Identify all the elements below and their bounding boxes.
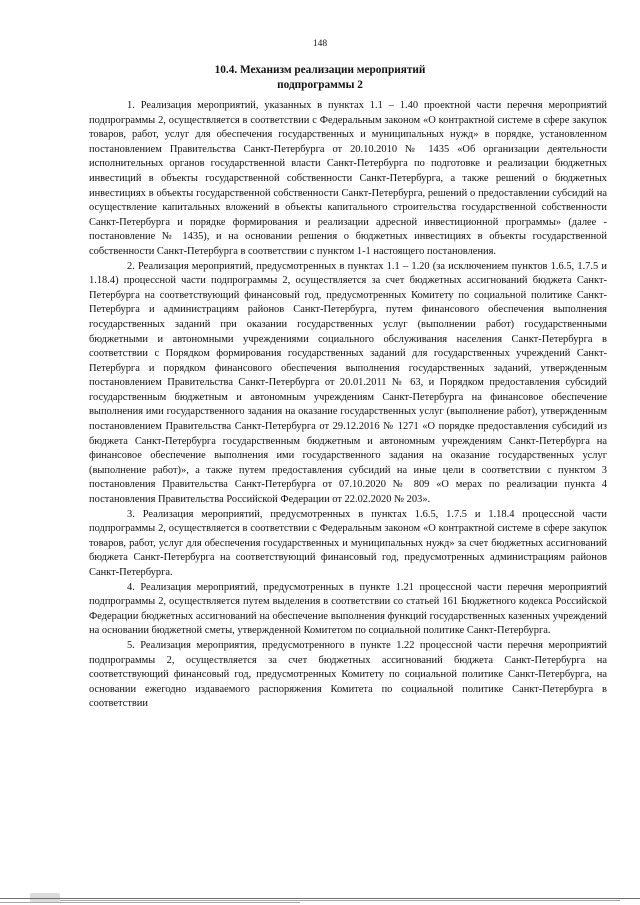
body-text [89, 99, 607, 712]
scan-streak [60, 900, 620, 901]
scan-edge-artifacts [0, 893, 640, 905]
page-number: 148 [312, 39, 328, 49]
section-heading [60, 63, 580, 93]
scan-streak [0, 902, 300, 903]
section-heading-line-2: подпрограммы 2 [277, 79, 363, 91]
scan-streak [0, 898, 640, 899]
section-heading-line-1: 10.4. Механизм реализации мероприятий [214, 64, 426, 76]
paragraph-5: 5. Реализация мероприятия, предусмотренного в пункте 1.22 процессной части перечня мероприятий подпрограммы 2, осуществляется за счет бюджетных ассигнований бюджета Санкт-Петербурга на соответствующий финансовый год, предусмотренных Комитету по социальной политике Санкт-Петербурга, на основании ежегодно издаваемого распоряжения Комитета по социальной политике Санкт-Петербурга в соответствии [89, 639, 607, 710]
paragraph-3: 3. Реализация мероприятий, предусмотренных в пунктах 1.6.5, 1.7.5 и 1.18.4 процессной части подпрограммы 2, осуществляется в соответствии с Федеральным законом «О контрактной системе в сфере закупок товаров, работ, услуг для обеспечения государственных и муниципальных нужд» за счет бюджетных ассигнований бюджета Санкт-Петербурга на соответствующий финансовый год, предусмотренных администрациям районов Санкт-Петербурга. [89, 508, 607, 578]
paragraph-4: 4. Реализация мероприятий, предусмотренных в пункте 1.21 процессной части перечня мероприятий подпрограммы 2, осуществляется путем выделения в соответствии со статьей 161 Бюджетного кодекса Российской Федерации бюджетных ассигнований на обеспечение выполнения функций государственных казенных учреждений на основании бюджетной сметы, утвержденной Комитетом по социальной политике Санкт-Петербурга. [89, 581, 607, 637]
paragraph-1: 1. Реализация мероприятий, указанных в пунктах 1.1 – 1.40 проектной части перечня мероприятий подпрограммы 2, осуществляется в соответствии с Федеральным законом «О контрактной системе в сфере закупок товаров, работ, услуг для обеспечения государственных и муниципальных нужд» в порядке, установленном постановлением Правительства Санкт-Петербурга от 20.10.2010 № 1435 «Об организации деятельности исполнительных органов государственной власти Санкт-Петербурга по подготовке и реализации бюджетных инвестиций в объекты государственной собственности Санкт-Петербурга, а также решений о бюджетных инвестициях в объекты государственной собственности Санкт-Петербурга, решений о предоставлении субсидий на осуществление капитальных вложений в объекты капитального строительства государственной собственности Санкт-Петербурга и порядке формирования и реализации адресной инвестиционной программы» (далее - постановление № 1435), и на основании решения о бюджетных инвестициях в объекты государственной собственности Санкт-Петербурга в соответствии с пунктом 1-1 настоящего постановления. [89, 100, 607, 257]
scan-smudge [30, 893, 60, 902]
paragraph-2: 2. Реализация мероприятий, предусмотренных в пунктах 1.1 – 1.20 (за исключением пунктов 1.6.5, 1.7.5 и 1.18.4) процессной части подпрограммы 2, осуществляется за счет бюджетных ассигнований бюджета Санкт-Петербурга на соответствующий финансовый год, предусмотренных Комитету по социальной политике Санкт-Петербурга и администрациям районов Санкт-Петербурга, путем финансового обеспечения выполнения государственных заданий при оказании государственных услуг (выполнении работ) государственными бюджетными и автономными учреждениями социального обслуживания населения Санкт-Петербурга в соответствии с Порядком формирования государственных заданий для государственных учреждений Санкт-Петербурга и порядком финансового обеспечения выполнения государственных заданий, утвержденным постановлением Правительства Санкт-Петербурга от 20.01.2011 № 63, и Порядком предоставления субсидий государственным бюджетным и автономным учреждениям Санкт-Петербурга на финансовое обеспечение выполнения ими государственного задания на оказание государственных услуг (выполнение работ), утвержденным постановлением Правительства Санкт-Петербурга от 29.12.2016 № 1271 «О порядке предоставления субсидий из бюджета Санкт-Петербурга государственным бюджетным и автономным учреждениям Санкт-Петербурга на финансовое обеспечение выполнения ими государственного задания на оказание государственных услуг (выполнение работ)», а также путем предоставления субсидий на иные цели в соответствии с пунктом 3 постановления Правительства Санкт-Петербурга от 07.10.2020 № 809 «О мерах по реализации пункта 4 постановления Правительства Российской Федерации от 22.02.2020 № 203». [89, 260, 607, 506]
